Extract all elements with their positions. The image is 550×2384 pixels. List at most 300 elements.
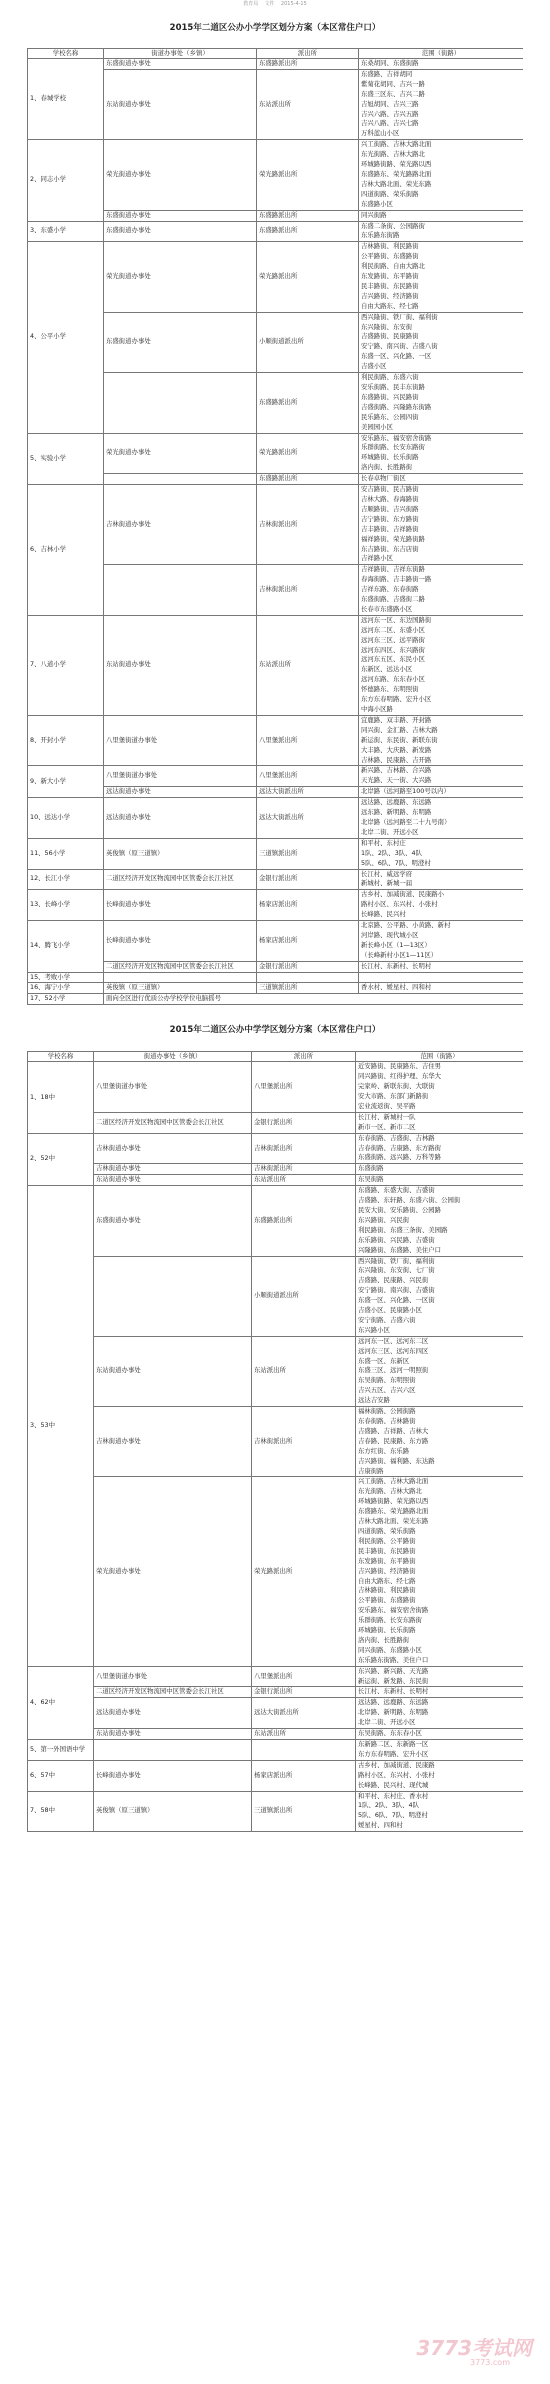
range-line: 完家岭、新联东街、大联街 [358, 1082, 435, 1091]
range-line: 吉兴六路、吉兴五路 [361, 109, 419, 118]
range-cell [356, 1698, 524, 1729]
table-row [28, 1760, 524, 1791]
header-meta: 教育局 文件 2015-4-15 [243, 1, 307, 7]
police-station-cell: 八里堡派出所 [252, 1062, 356, 1113]
range-line: 东盛三区、远河一明照街 [358, 1366, 429, 1375]
street-office-cell: 长峰街道办事处 [104, 921, 257, 962]
school-name-cell: 4、公平小学 [28, 242, 104, 433]
range-line: 民乐路东、公园四街 [361, 412, 419, 421]
school-name-cell: 9、新大小学 [28, 766, 104, 798]
range-cell [359, 961, 524, 972]
range-line: 路村小区、东兴村、小张村 [361, 900, 438, 909]
range-cell [359, 485, 524, 565]
range-cell [356, 1336, 524, 1406]
range-cell [356, 1477, 524, 1666]
street-office-cell: 远达街道办事处 [94, 1698, 252, 1729]
table-row [28, 1477, 524, 1666]
police-station-cell: 八里堡派出所 [257, 766, 359, 787]
range-line: 东桑胡同、东盛街路 [361, 59, 419, 67]
range-cell [359, 715, 524, 766]
school-name-cell: 15、考败小学 [28, 972, 104, 983]
range-line: 东乐路街、兴民路、吉盛街 [358, 1235, 435, 1244]
range-line: 北京路、公平路、小黄路、新村 [361, 921, 451, 930]
range-line: 新长峰小区（1—13区） [361, 940, 431, 949]
street-office-cell: 二道区经济开发区物流园中区管委会长江社区 [94, 1112, 252, 1133]
range-cell [359, 474, 524, 485]
police-station-cell: 东站派出所 [252, 1175, 356, 1186]
range-line: 远达吉安路 [358, 1396, 390, 1405]
police-station-cell: 金银行派出所 [257, 961, 359, 972]
police-station-cell: 小顺街道派出所 [252, 1256, 356, 1336]
range-line: 吉林路、民康路、吉开路 [361, 755, 432, 764]
police-station-cell: 三道镇派出所 [257, 983, 359, 994]
range-line: 远河东一区、东边国路街 [361, 615, 432, 624]
street-office-cell: 东盛街道办事处 [104, 210, 257, 221]
range-line: 环城路街、长乐街路 [361, 453, 419, 462]
police-station-cell: 荣光路派出所 [257, 140, 359, 210]
street-office-cell: 东站街道办事处 [94, 1336, 252, 1406]
range-line: 安吉路街、民吉路街 [361, 485, 419, 494]
range-line: 东盛一区、兴化路、一区 [361, 352, 432, 361]
street-office-cell [104, 972, 257, 983]
school-name-cell: 5、实验小学 [28, 433, 104, 485]
range-line: 东兴路街、兴民街 [358, 1215, 410, 1224]
range-line: 北岸路（远河路至二十九号南） [361, 817, 451, 826]
primary-table-title: 2015年二道区公办小学学区划分方案（本区常住户口） [169, 23, 381, 33]
range-line: 同兴街路、东盛路小区 [358, 1645, 422, 1654]
school-name-cell: 10、远达小学 [28, 798, 104, 839]
range-line: 远达路、远鹿路、东远路 [361, 798, 432, 807]
range-line: 吉林大路北面、荣光东路 [358, 1517, 429, 1526]
range-line: 安乐路东、福安宿舍街路 [358, 1606, 429, 1615]
range-cell [359, 373, 524, 433]
range-line: 吉盛路、吉祥路、吉林大 [358, 1426, 429, 1435]
range-line: 环城路街路、荣光路以西 [358, 1497, 429, 1506]
street-office-cell: 英俊镇（原三道镇） [104, 838, 257, 869]
range-cell [359, 766, 524, 787]
table-row [28, 1175, 524, 1186]
street-office-cell: 荣光街道办事处 [104, 433, 257, 474]
range-cell [356, 1760, 524, 1791]
range-line: 东光街路、吉林大路北 [361, 150, 425, 159]
police-station-cell: 东站派出所 [257, 615, 359, 715]
range-line: 东兴路、新兴路、天光路 [358, 1666, 429, 1675]
range-line: 5队、6队、7队、明澄村 [361, 858, 431, 867]
range-line: 同兴街路 [361, 210, 387, 219]
range-line: 东盛路、东盛大街、吉盛街 [358, 1186, 435, 1195]
range-line: 吉宁路街、东方路街 [361, 514, 419, 523]
range-line: 公平路街、东盛路街 [361, 252, 419, 261]
range-cell [356, 1175, 524, 1186]
range-cell [356, 1407, 524, 1477]
street-office-cell [104, 474, 257, 485]
range-line: 万科蓝山小区 [361, 129, 400, 138]
range-line: 吉林路街、利民路街 [361, 242, 419, 251]
police-station-cell: 吉林街派出所 [257, 565, 359, 616]
street-office-cell: 八里堡街道办事处 [104, 766, 257, 787]
range-line: 长春卓物厂街区 [361, 474, 406, 483]
range-line: 吉兴路街、福利路、东达路 [358, 1456, 435, 1465]
street-office-cell: 二道区经济开发区物流园中区管委会长江社区 [104, 869, 257, 890]
range-line: 吉林路街、利民路街 [358, 1586, 416, 1595]
table-row [28, 1133, 524, 1164]
police-station-cell [257, 972, 359, 983]
range-line: 吉林大路、春海路街 [361, 494, 419, 503]
range-line: 东方东春明路、宏升小区 [361, 695, 432, 704]
police-station-cell: 吉林街派出所 [257, 485, 359, 565]
table-row [28, 715, 524, 766]
range-line: 吉盛路、东轩路、东盛六街、公园街 [358, 1196, 461, 1205]
range-line: 怀德路东、东明照街 [361, 685, 419, 694]
street-office-cell: 吉林街道办事处 [104, 485, 257, 565]
range-cell [356, 1740, 524, 1761]
header-range: 范围（街路） [356, 1052, 524, 1062]
street-office-cell: 东盛街道办事处 [94, 1186, 252, 1256]
street-office-cell: 东站街道办事处 [94, 1175, 252, 1186]
range-line: 东吴街路 [358, 1175, 384, 1184]
street-office-cell [104, 373, 257, 433]
range-line: 吉祥路街、吉祥东街路 [361, 565, 425, 574]
range-cell [356, 1256, 524, 1336]
police-station-cell: 荣光路派出所 [252, 1477, 356, 1666]
range-line: 吉盛路街、民康路街 [361, 332, 419, 341]
street-office-cell: 长峰街道办事处 [94, 1760, 252, 1791]
range-cell [356, 1791, 524, 1832]
range-line: 吉旭胡同、吉兴三路 [361, 99, 419, 108]
range-line: 利民街路、东盛六街 [361, 373, 419, 382]
range-line: 东盛街路 [358, 1164, 384, 1173]
table-row [28, 59, 524, 70]
street-office-cell: 东站街道办事处 [94, 1729, 252, 1740]
primary-table-wrap [27, 48, 523, 1005]
range-cell [356, 1687, 524, 1698]
range-line: 远达路、远鹿路、东远路 [358, 1698, 429, 1707]
police-station-cell: 东盛路派出所 [257, 474, 359, 485]
table-row [28, 1407, 524, 1477]
street-office-cell: 远达街道办事处 [104, 798, 257, 839]
police-station-cell: 远达大街派出所 [257, 798, 359, 839]
range-line: 北岸路、新明路、东明路 [358, 1708, 429, 1717]
range-line: 东盛三区东、吉兴二路 [361, 89, 425, 98]
range-cell [359, 210, 524, 221]
range-line: 福祥路街、荣光路街路 [361, 534, 425, 543]
site-watermark [402, 2332, 532, 2372]
school-name-cell: 2、52中 [28, 1133, 94, 1186]
range-line: 和平村、东村庄 [361, 838, 406, 847]
school-name-cell: 7、八道小学 [28, 615, 104, 715]
police-station-cell: 东盛路派出所 [252, 1186, 356, 1256]
range-line: 吉盛路、民康路、兴民街 [358, 1276, 429, 1285]
police-station-cell: 杨家店派出所 [257, 921, 359, 962]
police-station-cell: 东站派出所 [252, 1336, 356, 1406]
school-name-cell: 4、62中 [28, 1666, 94, 1739]
range-line: 路村小区、东兴村、小张村 [358, 1770, 435, 1779]
street-office-cell: 荣光街道办事处 [94, 1477, 252, 1666]
range-line: 北岸二街、开远小区 [358, 1718, 416, 1727]
range-cell [359, 565, 524, 616]
range-line: 古乡村、加减街道、民康路小 [361, 890, 445, 899]
range-line: 兴工街路、吉林大路北面 [358, 1477, 429, 1486]
range-cell [359, 615, 524, 715]
range-cell [359, 312, 524, 372]
range-line: 吉祥东路、东春街路 [361, 585, 419, 594]
range-line: 东光街路、吉林大路北 [358, 1487, 422, 1496]
range-line: 新市一区、新市二区 [358, 1122, 416, 1131]
range-cell [356, 1062, 524, 1113]
range-line: 乐群街路、长安东路街 [361, 443, 425, 452]
range-line: 福林街路、公园街路 [358, 1407, 416, 1416]
range-cell [356, 1133, 524, 1164]
police-station-cell: 东盛路派出所 [257, 221, 359, 242]
middle-school-table [27, 1051, 523, 1832]
table-row [28, 1687, 524, 1698]
range-line: 远河东五区、东民小区 [361, 655, 425, 664]
range-line: 公平路街、东盛路街 [358, 1596, 416, 1605]
range-line: 长春市东盛路小区 [361, 604, 413, 613]
header-school-name: 学校名称 [28, 49, 104, 59]
range-line: 安乐路东、福安宿舍街路 [361, 433, 432, 442]
range-line: 东盛路街、兴民路街 [361, 392, 419, 401]
table-row [28, 1698, 524, 1729]
table-row [28, 994, 524, 1005]
header-police-station: 派出所 [257, 49, 359, 59]
table-row [28, 869, 524, 890]
range-line: 新运街、东民街、新联东街 [361, 735, 438, 744]
range-line: 和平村、东村庄、香水村 [358, 1791, 429, 1800]
table-row [28, 838, 524, 869]
street-office-cell: 八里堡街道办事处 [94, 1062, 252, 1113]
range-line: 兴工街路、吉林大路北面 [361, 140, 432, 149]
street-office-cell: 吉林街道办事处 [94, 1407, 252, 1477]
range-line: 利民街路、自由大路北 [361, 262, 425, 271]
range-cell [359, 921, 524, 962]
range-line: 长江村、威远学府 [361, 869, 413, 878]
range-line: 同兴街、金汇路、吉林大路 [361, 725, 438, 734]
police-station-cell: 远达大街派出所 [257, 787, 359, 798]
range-line: 吉春路、民康路、东方路 [358, 1436, 429, 1445]
police-station-cell: 杨家店派出所 [252, 1760, 356, 1791]
range-line: 宜鹿路、双丰路、开封路 [361, 715, 432, 724]
street-office-cell: 东站街道办事处 [104, 615, 257, 715]
range-line: 吉兴五区、吉兴六区 [358, 1386, 416, 1395]
school-name-cell: 8、开封小学 [28, 715, 104, 766]
range-line: 远河东一区、远河东二区 [358, 1336, 429, 1345]
range-cell [359, 140, 524, 210]
range-line: 古乡村、加减街道、民康路 [358, 1760, 435, 1769]
range-line: 吉康街路 [358, 1466, 384, 1475]
street-office-cell: 长峰街道办事处 [104, 890, 257, 921]
range-line: 北岸二街、开远小区 [361, 827, 419, 836]
table-row [28, 1740, 524, 1761]
range-cell [359, 983, 524, 994]
range-cell [359, 838, 524, 869]
range-line: 东春街路、吉盛街、吉林路 [358, 1133, 435, 1142]
range-line: 长江村、东新村、长明村 [361, 961, 432, 970]
police-station-cell: 小顺街道派出所 [257, 312, 359, 372]
range-line: 东盛路小区 [361, 199, 393, 208]
range-cell [356, 1729, 524, 1740]
range-line: 近安路街、民康路东、吉住男 [358, 1062, 442, 1071]
police-station-cell: 东盛路派出所 [257, 59, 359, 70]
range-line: 吉盛小区、民康路小区 [358, 1306, 422, 1315]
table-row [28, 1186, 524, 1256]
range-cell [359, 787, 524, 798]
street-office-cell: 东盛街道办事处 [104, 312, 257, 372]
range-cell [359, 221, 524, 242]
range-line: 吉兴路街、经济路街 [361, 291, 419, 300]
range-line: 东盛街路、远兴路、万科等路 [358, 1153, 442, 1162]
street-office-cell [94, 1740, 252, 1761]
range-line: 东盛路东、荣光路路北面 [361, 169, 432, 178]
school-name-cell: 7、58中 [28, 1791, 94, 1832]
table-row [28, 615, 524, 715]
range-line: 东盛一区、兴化路、一区街 [358, 1296, 435, 1305]
table-row [28, 140, 524, 210]
range-line: 东新路二区、东新路一区 [358, 1740, 429, 1748]
police-station-cell: 东盛路派出所 [257, 373, 359, 433]
table-row [28, 242, 524, 312]
range-line: 东盛街路、吉盛街二路 [361, 595, 425, 604]
police-station-cell: 三道镇派出所 [252, 1791, 356, 1832]
police-station-cell: 荣光路派出所 [257, 433, 359, 474]
school-name-cell: 6、吉林小学 [28, 485, 104, 616]
range-line: 安宁路、南兴街、吉盛八街 [361, 342, 438, 351]
watermark-logo-text: 3773考试网 [416, 2336, 532, 2360]
street-office-cell: 东站街道办事处 [104, 69, 257, 139]
range-line: 东兴隆街、东安街、七厂街 [358, 1266, 435, 1275]
range-line: 东兴隆街、东安街 [361, 322, 413, 331]
school-name-cell: 14、腾飞小学 [28, 921, 104, 973]
range-line: 安宁路街、南兴街、吉盛街 [358, 1286, 435, 1295]
street-office-cell: 荣光街道办事处 [104, 242, 257, 312]
street-office-cell: 荣光街道办事处 [104, 140, 257, 210]
police-station-cell: 金银行派出所 [252, 1687, 356, 1698]
range-line: 5队、6队、7队、明澄村 [358, 1811, 428, 1820]
police-station-cell: 东盛路派出所 [257, 210, 359, 221]
range-line: 利民街路、公平路街 [358, 1536, 416, 1545]
range-line: 吉盛小区 [361, 362, 387, 371]
range-line: 四道街路、荣乐街路 [358, 1526, 416, 1535]
middle-table-wrap [27, 1051, 523, 1832]
range-line: 兴隆路街、东盛路、美住户口 [358, 1245, 442, 1254]
police-station-cell: 吉林街派出所 [252, 1133, 356, 1164]
range-line: 1队、2队、3队、4队 [358, 1801, 419, 1810]
school-name-cell: 16、海宁小学 [28, 983, 104, 994]
range-line: 吉顺路街、吉兴街路 [361, 504, 419, 513]
range-line: 安大市路、东部门新路街 [358, 1092, 429, 1100]
table-row [28, 221, 524, 242]
range-cell [359, 890, 524, 921]
range-cell [359, 59, 524, 70]
range-line: 北岸路（远河路至100号以内） [361, 787, 450, 796]
range-line: 吉春街路、吉康路、东方路街 [358, 1143, 442, 1152]
street-office-cell: 二道区经济开发区物流园中区管委会长江社区 [104, 961, 257, 972]
school-name-cell: 5、第一外国语中学 [28, 1740, 94, 1761]
range-line: 长江村、新城村一队 [358, 1112, 416, 1121]
police-station-cell: 东站派出所 [257, 69, 359, 139]
header-police-station: 派出所 [252, 1052, 356, 1062]
street-office-cell: 东盛街道办事处 [104, 221, 257, 242]
range-line: 洛内街、长胜路街 [358, 1635, 410, 1644]
primary-table-body [28, 59, 524, 1005]
range-line: 河岸路、现代城小区 [361, 930, 419, 939]
range-line: 东盛路东、荣光路路北面 [358, 1507, 429, 1516]
police-station-cell: 三道镇派出所 [257, 838, 359, 869]
range-line: 大丰路、大庆路、新发路 [361, 745, 432, 754]
range-line: 东新区、远达小区 [361, 665, 413, 674]
range-line: 东吴街路、东东春小区 [358, 1729, 422, 1738]
street-office-cell [104, 565, 257, 616]
table-row [28, 972, 524, 983]
school-name-cell: 3、53中 [28, 1186, 94, 1667]
range-line: 远河东路、东东春小区 [361, 675, 425, 684]
school-name-cell: 12、长江小学 [28, 869, 104, 890]
police-station-cell: 荣光路派出所 [257, 242, 359, 312]
range-line: 安宁街路、吉盛六街 [358, 1315, 416, 1324]
street-office-cell: 东盛街道办事处 [104, 59, 257, 70]
range-line: 吉兴路街、经济路街 [358, 1566, 416, 1575]
range-line: 东兴路小区 [358, 1325, 390, 1334]
watermark-url: 3773.com [470, 2358, 510, 2367]
range-line: 远河东二区、东盛小区 [361, 625, 425, 634]
table-row [28, 766, 524, 787]
range-line: 自由大路东、经七路 [361, 301, 419, 310]
range-line: 同兴路街、红得护理、东华大 [358, 1072, 442, 1081]
street-office-cell: 二道区经济开发区物流园中区管委会长江社区 [94, 1687, 252, 1698]
school-name-cell: 11、56小学 [28, 838, 104, 869]
table-row [28, 798, 524, 839]
range-line: 新城村、新城一届 [361, 879, 413, 888]
range-line: 东吴街路、东明照街 [358, 1376, 416, 1385]
range-cell [356, 1186, 524, 1256]
range-cell [359, 798, 524, 839]
range-line: 长峰路、民兴村 [361, 910, 406, 919]
range-line: 宏业流返街、吴平路 [358, 1101, 416, 1110]
police-station-cell: 远达大街派出所 [252, 1698, 356, 1729]
range-line: 东吉路街、东吉店街 [361, 544, 419, 553]
range-line: 新兴路、吉林路、合兴路 [361, 766, 432, 775]
range-line: 东春街路、吉林路街 [358, 1417, 416, 1425]
range-line: 新运街、新发路、东民街 [358, 1676, 429, 1685]
police-station-cell: 八里堡派出所 [257, 715, 359, 766]
header-range: 范围（街路） [359, 49, 524, 59]
table-row [28, 1112, 524, 1133]
range-line: 民安大街、安乐路街、公园路 [358, 1205, 442, 1214]
street-office-cell: 八里堡街道办事处 [104, 715, 257, 766]
police-station-cell [252, 1740, 356, 1761]
table-row [28, 921, 524, 962]
range-line: 东盛二条街、公园路街 [361, 221, 425, 230]
range-line: 安乐街路、民丰东街路 [361, 383, 425, 391]
range-line: 中海小区路 [361, 705, 393, 713]
range-line: 香水村、嫒星村、四和村 [361, 983, 432, 992]
street-office-cell: 吉林街道办事处 [94, 1133, 252, 1164]
police-station-cell: 金银行派出所 [257, 869, 359, 890]
range-line: 春海街路、吉丰路街一路 [361, 575, 432, 584]
range-line: 自由大路东、经七路 [358, 1576, 416, 1585]
range-cell [356, 1666, 524, 1687]
table-row [28, 1062, 524, 1113]
range-line: 环城路街、长乐街路 [358, 1626, 416, 1635]
range-line: 长江村、东新村、长明村 [358, 1687, 429, 1696]
police-station-cell: 吉林街派出所 [252, 1164, 356, 1175]
range-cell [359, 972, 524, 983]
range-cell [359, 69, 524, 139]
range-cell [356, 1112, 524, 1133]
middle-table-title: 2015年二道区公办中学学区划分方案（本区常住户口） [169, 1025, 381, 1036]
range-line: （长峰新村小区1—11区） [361, 950, 438, 959]
range-line: 吉盛街路、兴隆路东街路 [361, 402, 432, 411]
